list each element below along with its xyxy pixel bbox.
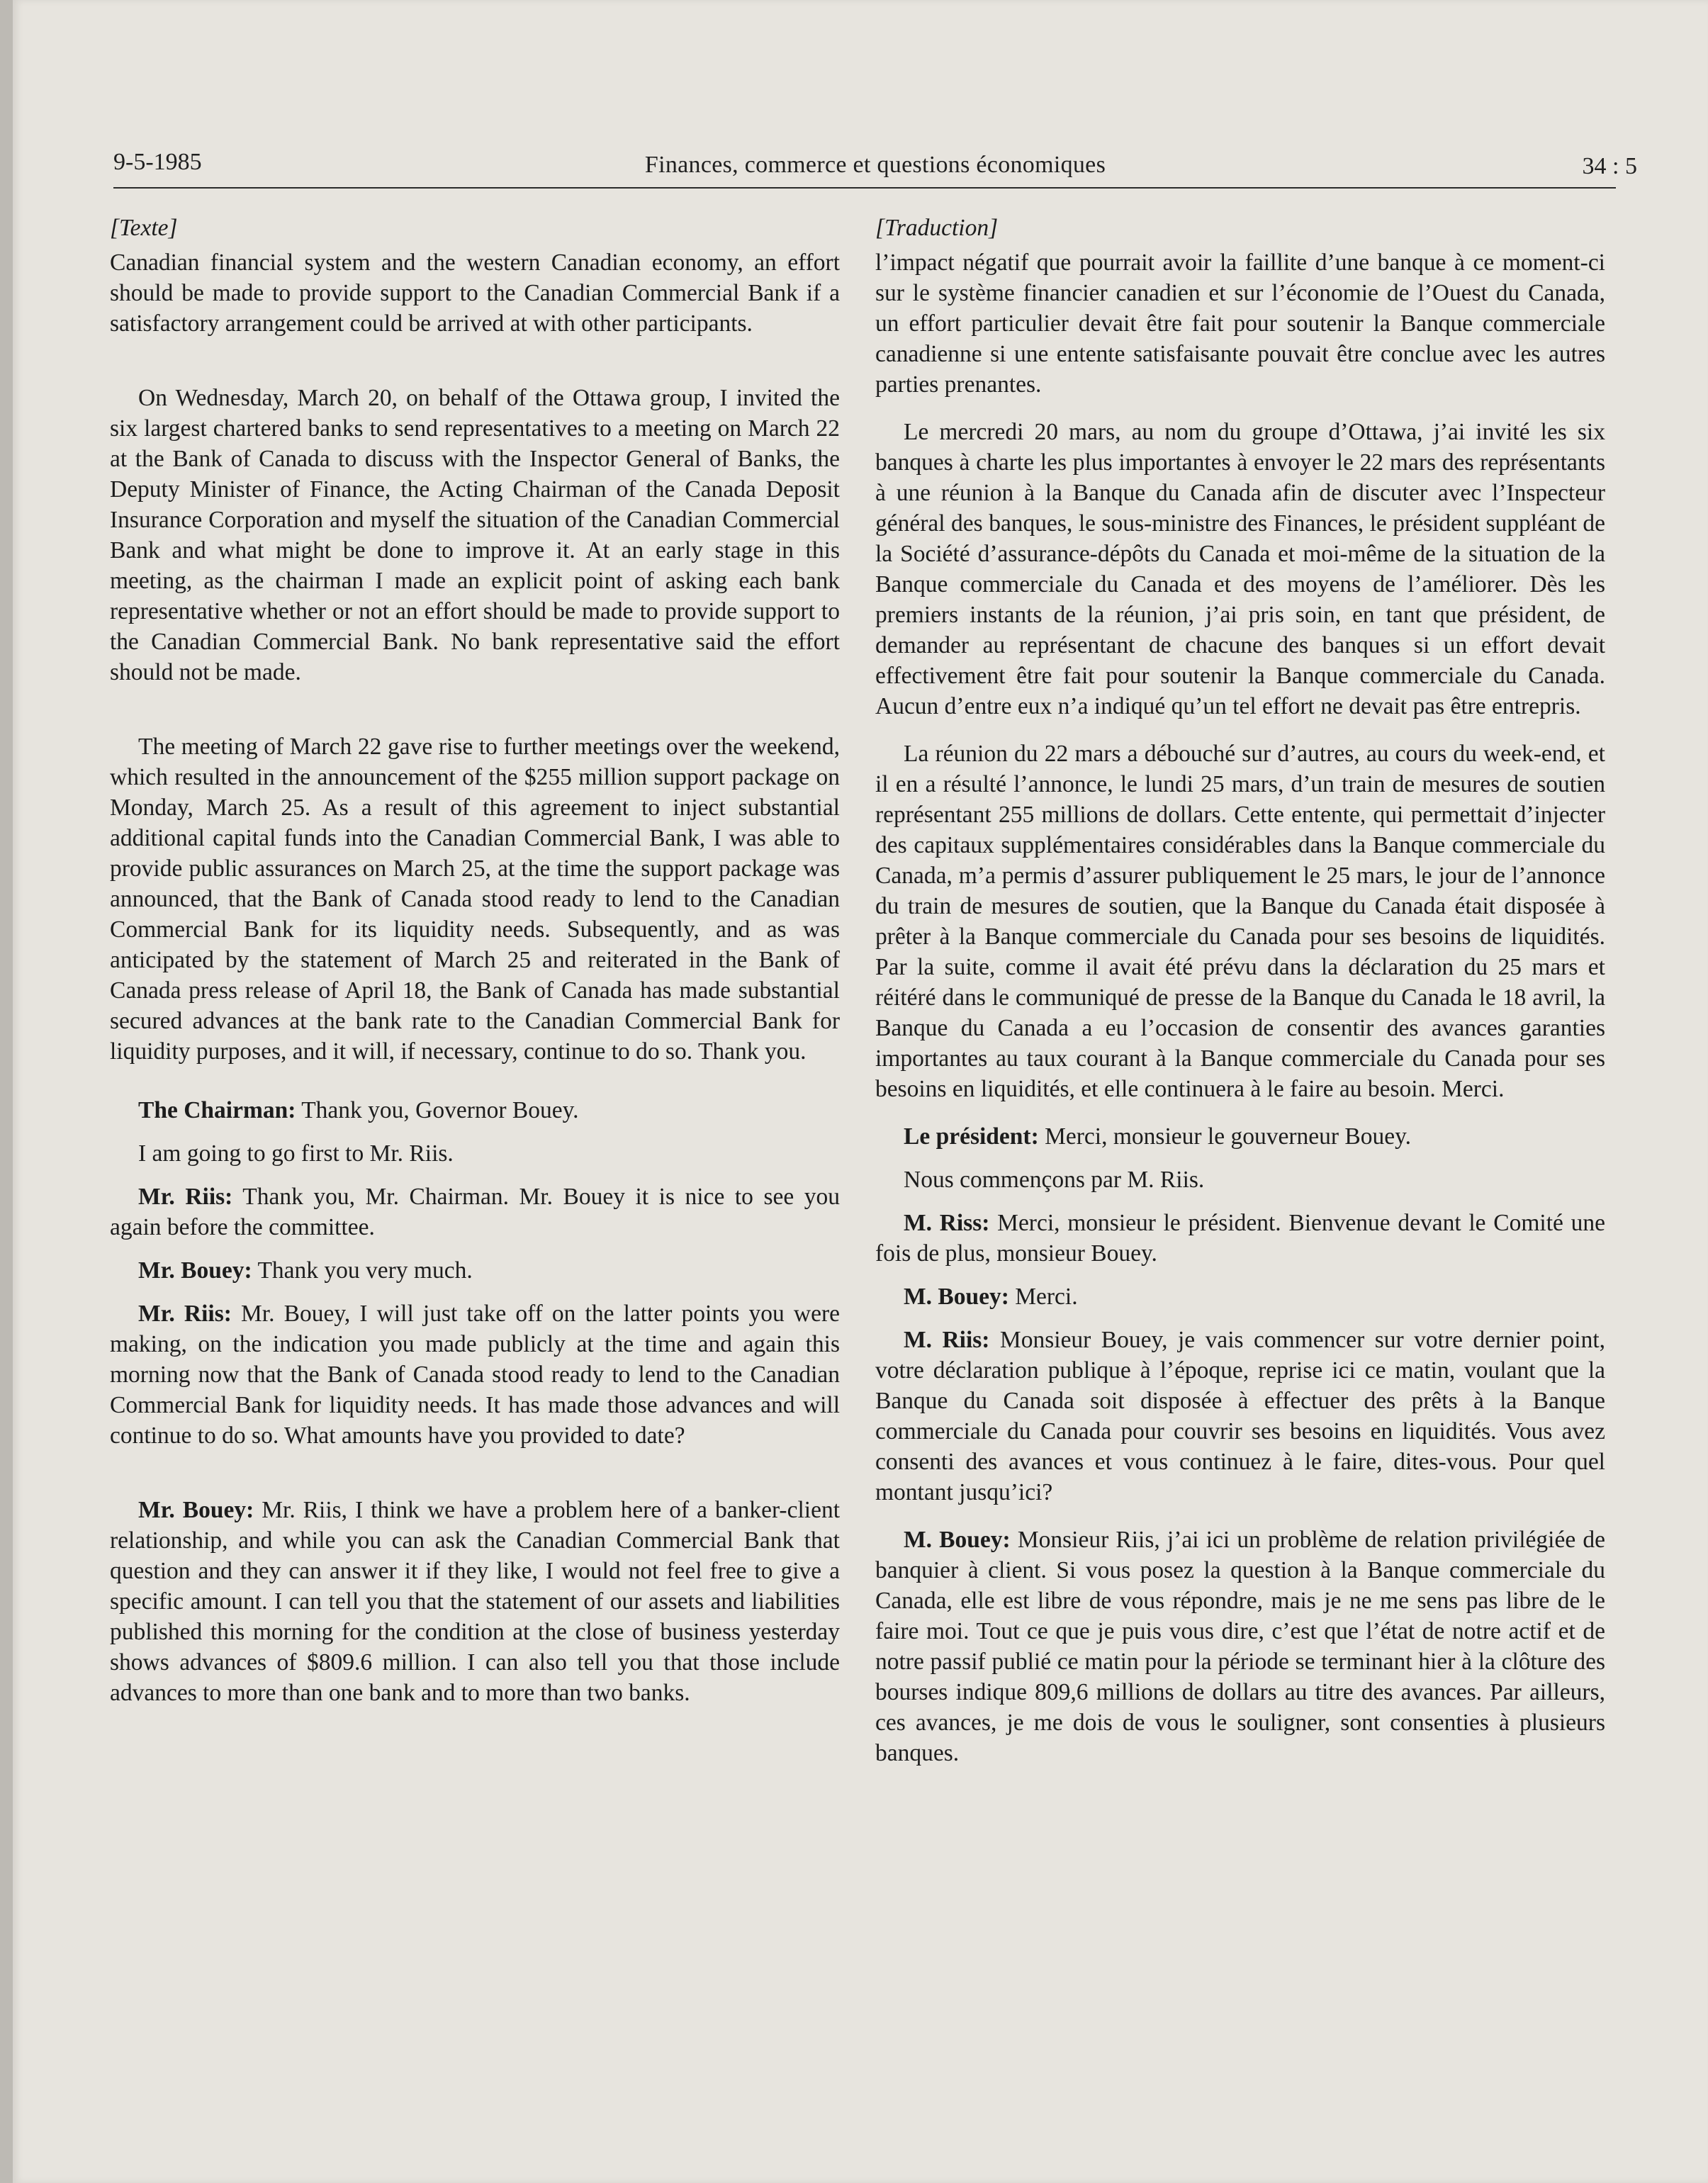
speaker-text: Thank you very much. <box>252 1257 473 1284</box>
header-page-number: 34 : 5 <box>1582 153 1637 179</box>
speaker-text: Mr. Riis, I think we have a problem here of a banker-client relationship, and while you can ask the Canadian Commercial Bank that question and they can answer it if they like, I would not feel free to give a specific amount. I can tell you that the statement of our assets and liabilities published this morning for the condition at the close of business yesterday shows advances of $809.6 million. I can also tell you that those include advances to more than one bank and to more than two banks. <box>110 1497 841 1706</box>
speaker-line <box>110 1298 840 1451</box>
speaker-line <box>110 1255 840 1286</box>
speaker-name: Mr. Riis: <box>138 1301 232 1327</box>
speaker-name: The Chairman: <box>138 1097 296 1123</box>
french-column <box>875 213 1605 1768</box>
speaker-name: Mr. Bouey: <box>138 1257 252 1284</box>
paragraph: I am going to go first to Mr. Riis. <box>138 1140 454 1167</box>
speaker-line <box>875 1208 1605 1269</box>
speaker-text: Thank you, Governor Bouey. <box>296 1097 579 1123</box>
speaker-text: Monsieur Riis, j’ai ici un problème de relation privilégiée de banquier à client. Si vous posez la question à la Banque commerciale du Canada, elle est libre de vous répondre, mais je ne me sens pas libre de le faire moi. Tout ce que je puis vous dire, c’est que l’état de notre actif et de notre passif publié ce matin pour la période se terminant hier à la clôture des bourses indique 809,6 millions de dollars au titre des avances. Par ailleurs, ces avances, je me dois de vous le souligner, sont consenties à plusieurs banques. <box>875 1527 1605 1766</box>
header-title: Finances, commerce et questions économiques <box>644 152 1106 178</box>
speaker-name: M. Riss: <box>904 1210 990 1236</box>
speaker-name: M. Bouey: <box>904 1284 1009 1310</box>
speaker-name: Le président: <box>904 1123 1039 1150</box>
paragraph: Canadian financial system and the western Canadian economy, an effort should be made to provide support to the Canadian Commercial Bank if a satisfactory arrangement could be arrived at with other participants. <box>110 249 840 337</box>
speaker-line <box>110 1495 840 1708</box>
speaker-text: Merci, monsieur le gouverneur Bouey. <box>1038 1123 1412 1150</box>
speaker-text: Monsieur Bouey, je vais commencer sur votre dernier point, votre déclaration publique à l’époque, reprise ici ce matin, voulant que la Banque du Canada soit disposée à effectuer des prêts à la Banque commerciale du Canada pour couvrir ses besoins en liquidités. Vous avez consenti des avances et vous continuez à le faire, dites-vous. Pour quel montant jusqu’ici? <box>875 1327 1605 1505</box>
header-date: 9-5-1985 <box>113 149 202 175</box>
page-edge-shadow <box>0 0 13 2183</box>
paragraph: The meeting of March 22 gave rise to further meetings over the weekend, which resulted in the announcement of the $255 million support package on Monday, March 25. As a result of this agreement to inject substantial additional capital funds into the Canadian Commercial Bank, I was able to provide public assurances on March 25, at the time the support package was announced, that the Bank of Canada stood ready to lend to the Canadian Commercial Bank for its liquidity needs. Subsequently, and as was anticipated by the statement of March 25 and reiterated in the Bank of Canada press release of April 18, the Bank of Canada has made substantial secured advances at the bank rate to the Canadian Commercial Bank for liquidity purposes, and it will, if necessary, continue to do so. Thank you. <box>110 734 840 1065</box>
paragraph: Le mercredi 20 mars, au nom du groupe d’Ottawa, j’ai invité les six banques à charte les plus importantes à envoyer le 22 mars des représentants à une réunion à la Banque du Canada afin de discuter avec l’Inspecteur général des banques, le sous-ministre des Finances, le président suppléant de la Société d’assurance-dépôts du Canada et moi-même de la situation de la Banque commerciale du Canada et des moyens de l’améliorer. Dès les premiers instants de la réunion, j’ai pris soin, en tant que président, de demander au représentant de chacune des banques si un effort devait effectivement être fait pour soutenir la Banque commerciale du Canada. Aucun d’entre eux n’a indiqué qu’un tel effort ne devait pas être entrepris. <box>875 419 1605 719</box>
speaker-text: Mr. Bouey, I will just take off on the latter points you were making, on the indication you made publicly at the time and again this morning now that the Bank of Canada stood ready to lend to the Canadian Commercial Bank for liquidity needs. It has made those advances and will continue to do so. What amounts have you provided to date? <box>110 1301 840 1449</box>
paragraph: On Wednesday, March 20, on behalf of the Ottawa group, I invited the six largest chartered banks to send representatives to a meeting on March 22 at the Bank of Canada to discuss with the Inspector General of Banks, the Deputy Minister of Finance, the Acting Chairman of the Canada Deposit Insurance Corporation and myself the situation of the Canadian Commercial Bank and what might be done to improve it. At an early stage in this meeting, as the chairman I made an explicit point of asking each bank representative whether or not an effort should be made to provide support to the Canadian Commercial Bank. No bank representative said the effort should not be made. <box>110 385 840 685</box>
speaker-text: Merci, monsieur le président. Bienvenue devant le Comité une fois de plus, monsieur Bouey. <box>875 1210 1605 1267</box>
paragraph: La réunion du 22 mars a débouché sur d’autres, au cours du week-end, et il en a résulté l’annonce, le lundi 25 mars, d’un train de mesures de soutien représentant 255 millions de dollars. Cette entente, qui permettait d’injecter des capitaux supplémentaires considérables dans la Banque commerciale du Canada, m’a permis d’assurer publiquement le 25 mars, le jour de l’annonce du train de mesures de soutien, que la Banque du Canada était disposée à prêter à la Banque commerciale du Canada pour ses besoins de liquidités. Par la suite, comme il avait été prévu dans la déclaration du 25 mars et réitéré dans le communiqué de presse de la Banque du Canada le 18 avril, la Banque du Canada a eu l’occasion de consentir des avances garanties importantes au taux courant à la Banque commerciale du Canada pour ses besoins en liquidités, et elle continuera à le faire au besoin. Merci. <box>875 741 1605 1102</box>
speaker-line <box>110 1095 840 1126</box>
speaker-name: Mr. Riis: <box>138 1184 233 1210</box>
speaker-name: M. Bouey: <box>904 1527 1011 1553</box>
column-label-texte: [Texte] <box>110 215 178 241</box>
paragraph: Nous commençons par M. Riis. <box>904 1167 1205 1193</box>
speaker-name: M. Riis: <box>904 1327 990 1353</box>
speaker-name: Mr. Bouey: <box>138 1497 254 1523</box>
header-rule <box>113 187 1616 189</box>
column-label-traduction: [Traduction] <box>875 215 999 241</box>
english-column <box>110 213 840 1708</box>
speaker-line <box>110 1182 840 1242</box>
running-header <box>113 142 1637 184</box>
speaker-line <box>875 1325 1605 1508</box>
speaker-text: Merci. <box>1008 1284 1078 1310</box>
paragraph: l’impact négatif que pourrait avoir la faillite d’une banque à ce moment-ci sur le système financier canadien et sur l’économie de l’Ouest du Canada, un effort particulier devait être fait pour soutenir la Banque commerciale canadienne si une entente satisfaisante pouvait être conclue avec les autres parties prenantes. <box>875 249 1605 398</box>
speaker-text: Thank you, Mr. Chairman. Mr. Bouey it is nice to see you again before the committee. <box>110 1184 840 1240</box>
speaker-line <box>875 1121 1605 1152</box>
speaker-line <box>875 1525 1605 1768</box>
speaker-line <box>875 1281 1605 1312</box>
